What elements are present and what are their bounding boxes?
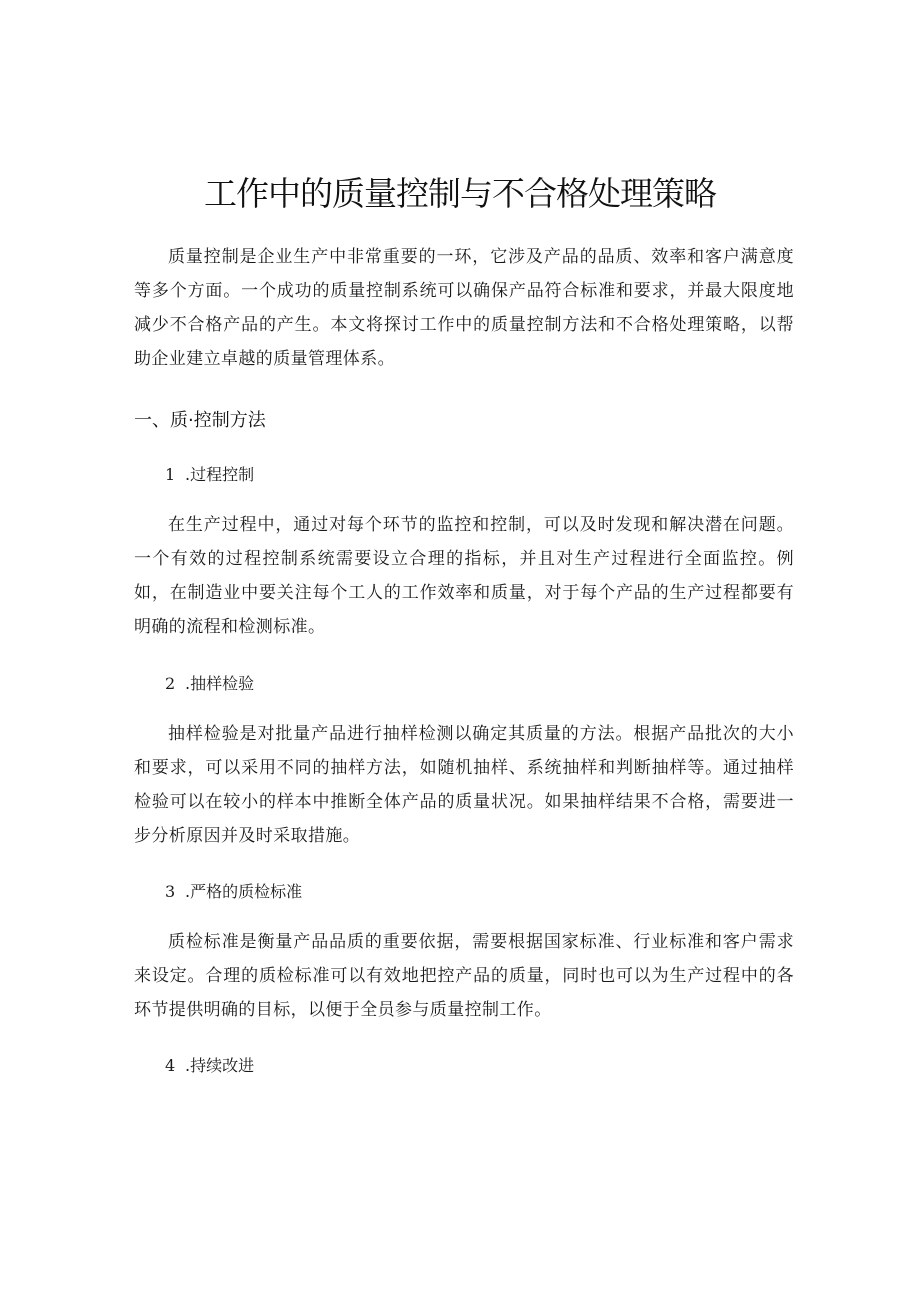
subsection-number: 3: [165, 882, 176, 901]
subsection-title: .严格的质检标准: [185, 882, 303, 901]
subsection-body-2: 抽样检验是对批量产品进行抽样检测以确定其质量的方法。根据产品批次的大小和要求，可以采用不同的抽样方法，如随机抽样、系统抽样和判断抽样等。通过抽样检验可以在较小的样本中推断全体产品的质量状况。如果抽样结果不合格，需要进一步分析原因并及时采取措施。: [134, 724, 794, 846]
subsection-number: 1: [165, 465, 176, 484]
subsection-number: 2: [165, 674, 176, 693]
subsection-body-3: 质检标准是衡量产品品质的重要依据，需要根据国家标准、行业标准和客户需求来设定。合理的质检标准可以有效地把控产品的质量，同时也可以为生产过程中的各环节提供明确的目标，以便于全员参与质量控制工作。: [134, 932, 794, 1020]
subsection-number: 4: [165, 1056, 176, 1075]
intro-paragraph: 质量控制是企业生产中非常重要的一环，它涉及产品的品质、效率和客户满意度等多个方面。一个成功的质量控制系统可以确保产品符合标准和要求，并最大限度地减少不合格产品的产生。本文将探讨工作中的质量控制方法和不合格处理策略，以帮助企业建立卓越的质量管理体系。: [134, 247, 794, 369]
document-title: 工作中的质量控制与不合格处理策略: [204, 174, 716, 213]
subsection-heading-1: [165, 460, 254, 490]
subsection-heading-2: [165, 669, 254, 699]
subsection-title: .抽样检验: [185, 674, 255, 693]
subsection-title: .过程控制: [185, 465, 255, 484]
subsection-heading-3: [165, 877, 302, 907]
subsection-heading-4: [165, 1051, 254, 1081]
section-heading: 一、质·控制方法: [134, 410, 266, 431]
subsection-body-1: 在生产过程中，通过对每个环节的监控和控制，可以及时发现和解决潜在问题。一个有效的过程控制系统需要设立合理的指标，并且对生产过程进行全面监控。例如，在制造业中要关注每个工人的工作效率和质量，对于每个产品的生产过程都要有明确的流程和检测标准。: [134, 515, 794, 637]
subsection-title: .持续改进: [185, 1056, 255, 1075]
